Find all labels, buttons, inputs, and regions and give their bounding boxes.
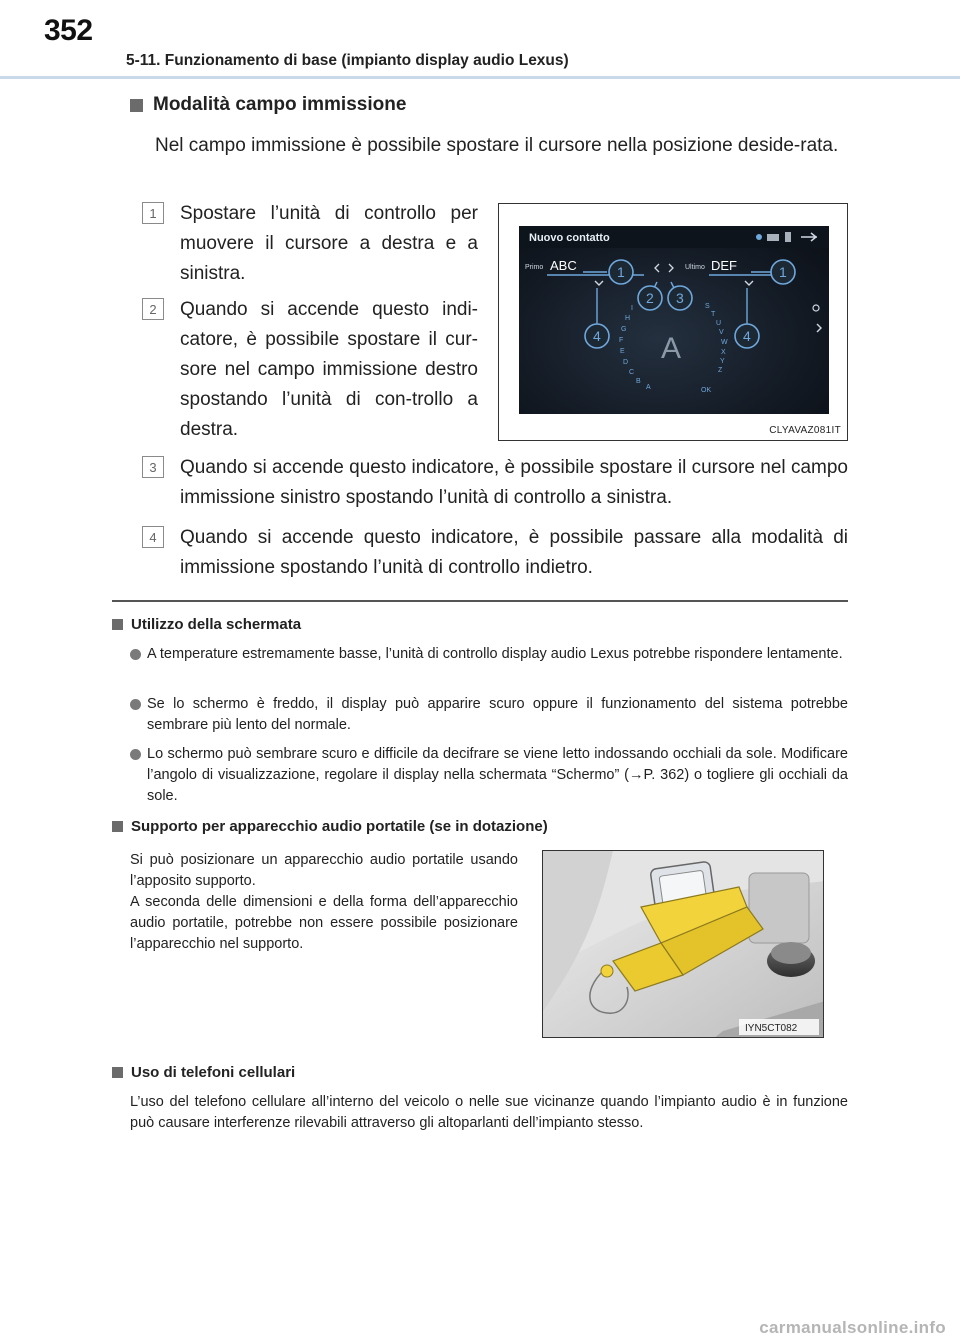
step-number-badge: 2: [142, 298, 164, 320]
note-heading-holder: [112, 818, 548, 835]
left-field-text: ABC: [550, 258, 577, 273]
step-number-badge: 4: [142, 526, 164, 548]
bullet-item: [130, 644, 848, 665]
square-bullet-icon: [112, 1067, 123, 1078]
bullet-item: [130, 744, 848, 807]
holder-illustration: [543, 851, 824, 1038]
section-heading-input-mode: [130, 94, 406, 116]
note-title: Supporto per apparecchio audio portatile (se in dotazione): [131, 818, 548, 835]
page-header: [0, 0, 960, 80]
svg-text:B: B: [636, 378, 641, 385]
right-field-text: DEF: [711, 258, 737, 273]
callout-badges: [585, 260, 795, 348]
chevron-pair-icon: [655, 264, 673, 272]
step-1: [142, 199, 478, 289]
note-title: Utilizzo della schermata: [131, 616, 302, 633]
bullet-text: Se lo schermo è freddo, il display può apparire scuro oppure il funzionamento del sistema potrebbe sembrare più lento del normale.: [147, 696, 848, 733]
svg-text:Z: Z: [718, 367, 723, 374]
note-heading-phones: [112, 1064, 295, 1081]
svg-text:Y: Y: [720, 358, 725, 365]
svg-text:U: U: [716, 320, 722, 327]
svg-text:E: E: [620, 348, 625, 355]
chapter-title: 5-11. Funzionamento di base (impianto display audio Lexus): [126, 52, 569, 69]
square-bullet-icon: [112, 821, 123, 832]
step-text: Quando si accende questo indi-catore, è possibile spostare il cur-sore nel campo immissione destro spostando l’unità di con-trollo a destra.: [180, 299, 478, 440]
svg-text:4: 4: [743, 328, 751, 344]
round-bullet-icon: [130, 649, 141, 660]
svg-text:A: A: [646, 384, 651, 391]
note-title: Uso di telefoni cellulari: [131, 1064, 296, 1081]
square-bullet-icon: [112, 619, 123, 630]
square-bullet-icon: [130, 99, 143, 112]
step-text: Spostare l’unità di controllo per muovere il cursore a destra e a sinistra.: [180, 203, 478, 284]
step-4: [142, 523, 848, 583]
big-letter: A: [661, 332, 682, 365]
figure-code: IYN5CT082: [745, 1023, 798, 1034]
bullet-item: [130, 694, 848, 736]
svg-text:D: D: [623, 359, 629, 366]
svg-text:4: 4: [593, 328, 601, 344]
svg-text:C: C: [629, 369, 635, 376]
svg-text:W: W: [721, 339, 728, 346]
holder-text: Si può posizionare un apparecchio audio portatile usando l’apposito supporto. A seconda delle dimensioni e della forma dell’apparecchio audio portatile, potrebbe non essere possibile posizionare l’apparecchio nel supporto.: [130, 852, 518, 952]
display-screen: [519, 226, 829, 414]
chevron-down-icon: [595, 281, 603, 285]
svg-text:I: I: [631, 305, 633, 312]
bullet-text: Lo schermo può sembrare scuro e difficile da decifrare se viene letto indossando occhiali da sole. Modificare l’angolo di visualizzazione, regolare il display nella schermata “Schermo” (→P. 362) o togliere gli occhiali da sole.: [147, 746, 848, 804]
section-title: Modalità campo immissione: [153, 94, 407, 115]
watermark-text: carmanualsonline.info: [759, 1318, 946, 1337]
step-2: [142, 295, 478, 445]
label-first: Primo: [525, 264, 544, 271]
svg-text:V: V: [719, 329, 724, 336]
svg-text:2: 2: [646, 290, 654, 306]
figure-code: CLYAVAZ081IT: [769, 425, 841, 436]
svg-text:1: 1: [779, 264, 787, 280]
svg-text:G: G: [621, 326, 627, 333]
page-number: 352: [44, 14, 93, 47]
chevron-right-icon: [817, 324, 821, 332]
svg-text:H: H: [625, 315, 631, 322]
step-3: [142, 453, 848, 513]
svg-text:T: T: [711, 311, 716, 318]
figure-input-screen: [498, 203, 848, 441]
step-number-badge: 3: [142, 456, 164, 478]
note-heading-screen-use: [112, 616, 301, 633]
step-number-badge: 1: [142, 202, 164, 224]
round-bullet-icon: [130, 749, 141, 760]
svg-text:S: S: [705, 303, 710, 310]
section-divider: [112, 600, 848, 602]
phones-text: L’uso del telefono cellulare all’interno del veicolo o nelle sue vicinanze quando l’impianto audio è in funzione può causare interferenze rilevabili attraverso gli altoparlanti dell’impianto stesso.: [130, 1094, 848, 1131]
chevron-down-icon: [745, 281, 753, 285]
screen-illustration: [519, 226, 829, 414]
header-divider: [0, 76, 960, 79]
search-icon: [813, 305, 819, 311]
svg-text:1: 1: [617, 264, 625, 280]
ok-label: OK: [701, 387, 712, 394]
step-text: Quando si accende questo indicatore, è possibile spostare il cursore nel campo immissione sinistro spostando l’unità di controllo a sinistra.: [180, 457, 848, 508]
step-text: Quando si accende questo indicatore, è possibile passare alla modalità di immissione spostando l’unità di controllo indietro.: [180, 527, 848, 578]
round-bullet-icon: [130, 699, 141, 710]
figure-audio-holder: [542, 850, 824, 1038]
svg-text:3: 3: [676, 290, 684, 306]
svg-text:F: F: [619, 337, 624, 344]
screen-title: Nuovo contatto: [529, 232, 610, 244]
section-intro: Nel campo immissione è possibile spostare il cursore nella posizione deside-rata.: [155, 135, 839, 156]
label-last: Ultimo: [685, 264, 705, 271]
svg-text:X: X: [721, 349, 726, 356]
bullet-text: A temperature estremamente basse, l’unità di controllo display audio Lexus potrebbe rispondere lentamente.: [147, 646, 843, 662]
